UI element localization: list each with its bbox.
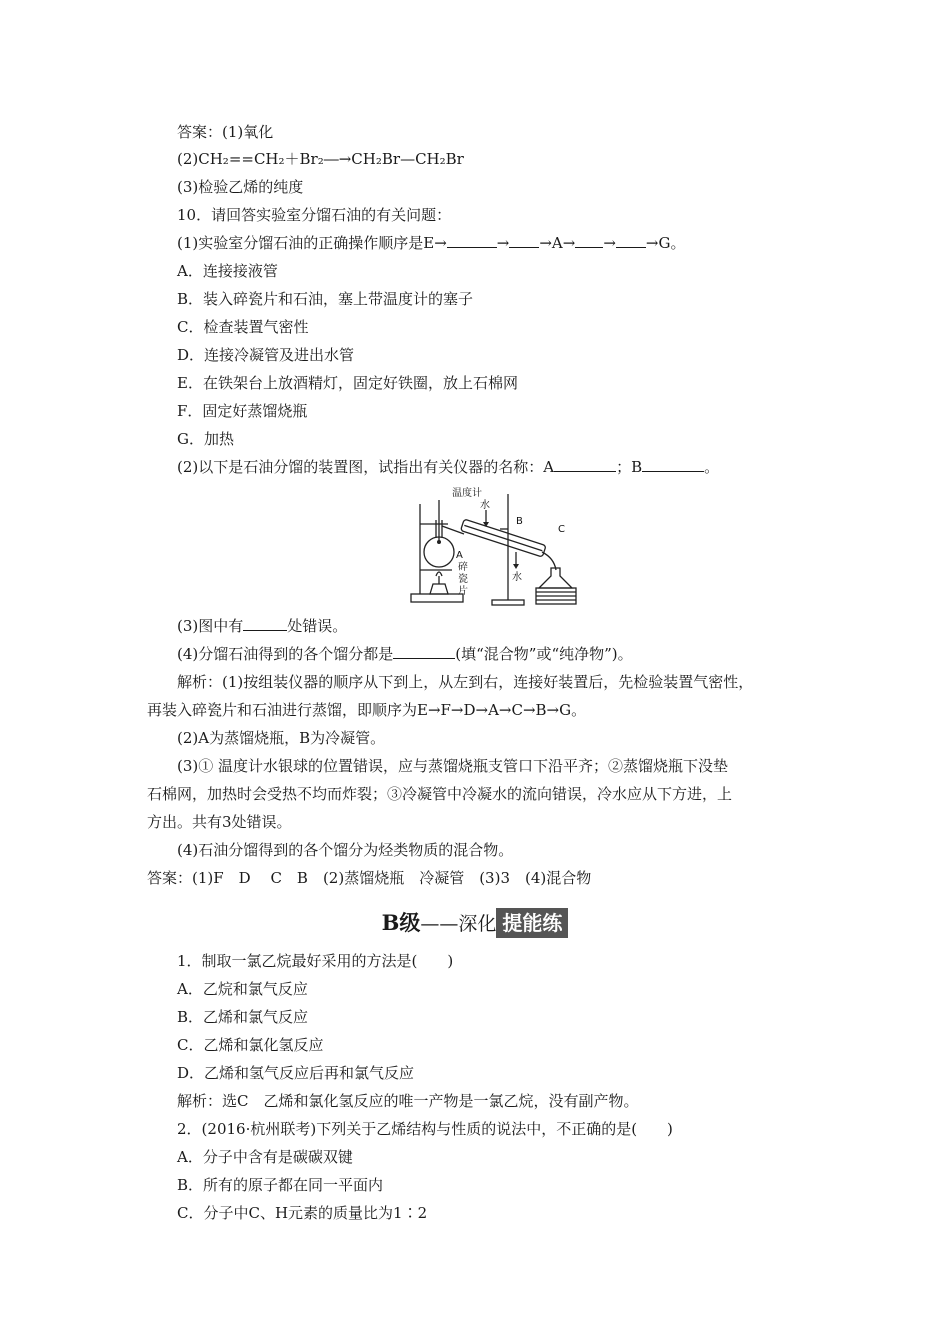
question-10-part4: (4)分馏石油得到的各个馏分都是 (填“混合物”或“纯净物”)。 — [177, 645, 633, 663]
answer-line: 答案：(1)氧化 — [177, 123, 274, 141]
blank-4 — [616, 233, 646, 248]
answer-part3: (3)检验乙烯的纯度 — [177, 178, 304, 196]
b1-analysis: 解析：选C 乙烯和氯化氢反应的唯一产物是一氯乙烷，没有副产物。 — [177, 1092, 639, 1110]
blank-errors — [243, 616, 287, 631]
blank-mixture — [393, 644, 455, 659]
b2-option-a: A．分子中含有是碳碳双键 — [177, 1148, 353, 1166]
section-badge: 提能练 — [496, 908, 568, 938]
b1-option-d: D．乙烯和氢气反应后再和氯气反应 — [177, 1064, 415, 1082]
label-thermometer: 温度计 — [452, 488, 482, 499]
option-f: F．固定好蒸馏烧瓶 — [177, 402, 308, 420]
question-10-part1: (1)实验室分馏石油的正确操作顺序是E→ → →A→ → →G。 — [177, 234, 686, 252]
question-10-part3: (3)图中有 处错误。 — [177, 617, 348, 635]
analysis-3c: 方出。共有3处错误。 — [147, 813, 292, 831]
blank-a — [554, 457, 616, 472]
label-water-in: 水 — [480, 500, 490, 511]
option-a: A．连接接液管 — [177, 262, 278, 280]
option-d: D．连接冷凝管及进出水管 — [177, 346, 355, 364]
label-water-out: 水 — [512, 572, 522, 583]
question-10-part2: (2)以下是石油分馏的装置图，试指出有关仪器的名称：A ；B 。 — [177, 458, 720, 476]
question-10-stem: 10．请回答实验室分馏石油的有关问题： — [177, 206, 452, 224]
section-heading — [0, 906, 950, 941]
equation-line: (2)CH₂==CH₂＋Br₂―→CH₂Br—CH₂Br — [177, 150, 464, 168]
analysis-4: (4)石油分馏得到的各个馏分为烃类物质的混合物。 — [177, 841, 514, 859]
analysis-3b: 石棉网，加热时会受热不均而炸裂；③冷凝管中冷凝水的流向错误，冷水应从下方进，上 — [147, 785, 733, 803]
label-chips-1: 碎 — [458, 562, 468, 573]
b2-stem: 2．(2016·杭州联考)下列关于乙烯结构与性质的说法中，不正确的是( ) — [177, 1120, 673, 1138]
label-c: C — [558, 524, 565, 535]
option-g: G．加热 — [177, 430, 234, 448]
answer-10: 答案：(1)F D C B (2)蒸馏烧瓶 冷凝管 (3)3 (4)混合物 — [147, 869, 592, 887]
blank-b — [642, 457, 704, 472]
b2-option-c: C．分子中C、H元素的质量比为1∶2 — [177, 1204, 428, 1222]
analysis-3a: (3)① 温度计水银球的位置错误，应与蒸馏烧瓶支管口下沿平齐；②蒸馏烧瓶下没垫 — [177, 757, 729, 775]
label-chips-2: 瓷 — [458, 574, 468, 585]
b1-option-b: B．乙烯和氯气反应 — [177, 1008, 309, 1026]
blank-3 — [575, 233, 603, 248]
blank-2 — [509, 233, 539, 248]
blank-1 — [447, 233, 497, 248]
b1-stem: 1．制取一氯乙烷最好采用的方法是( ) — [177, 952, 454, 970]
option-e: E．在铁架台上放酒精灯，固定好铁圈，放上石棉网 — [177, 374, 518, 392]
analysis-2: (2)A为蒸馏烧瓶，B为冷凝管。 — [177, 729, 386, 747]
section-dash: ——深化 — [420, 913, 497, 935]
option-c: C．检查装置气密性 — [177, 318, 309, 336]
section-level: B级 — [381, 910, 421, 935]
option-b: B．装入碎瓷片和石油，塞上带温度计的塞子 — [177, 290, 474, 308]
analysis-1b: 再装入碎瓷片和石油进行蒸馏，即顺序为E→F→D→A→C→B→G。 — [147, 701, 587, 719]
b1-option-a: A．乙烷和氯气反应 — [177, 980, 308, 998]
distillation-apparatus-figure — [408, 484, 588, 608]
label-chips-3: 片 — [458, 586, 468, 597]
b2-option-b: B．所有的原子都在同一平面内 — [177, 1176, 384, 1194]
analysis-1a: 解析：(1)按组装仪器的顺序从下到上，从左到右，连接好装置后，先检验装置气密性， — [177, 673, 754, 691]
label-b: B — [516, 516, 523, 527]
label-a: A — [456, 550, 463, 561]
b1-option-c: C．乙烯和氯化氢反应 — [177, 1036, 324, 1054]
